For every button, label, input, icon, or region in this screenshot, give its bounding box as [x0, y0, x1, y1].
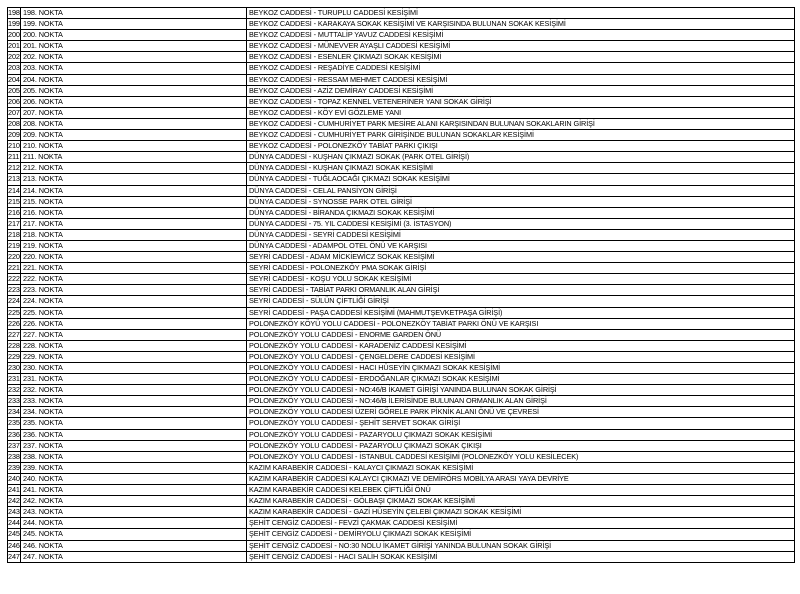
location-cell: POLONEZKÖY YOLU CADDESİ - NO:46/B İLERİSİNDE BULUNAN ORMANLIK ALAN GİRİŞİ	[247, 396, 795, 407]
row-number-cell: 229	[8, 351, 20, 361]
table-row	[8, 63, 795, 74]
row-number-cell: 209	[8, 130, 20, 140]
row-number-cell: 221	[8, 263, 20, 273]
location-cell: BEYKOZ CADDESİ - CUMHURİYET PARK MESİRE ALANI KARŞISINDAN BULUNAN SOKAKLARIN GİRİŞİ	[247, 118, 795, 129]
row-number-cell: 215	[8, 196, 20, 206]
table-row	[8, 174, 795, 185]
location-cell: KAZIM KARABEKİR CADDESİ - GÖLBAŞI ÇIKMAZI SOKAK KESİŞİMİ	[247, 496, 795, 507]
point-name-cell: 231. NOKTA	[21, 374, 247, 385]
row-number-cell: 206	[8, 96, 20, 106]
row-number-cell: 242	[8, 496, 20, 506]
location-cell: POLONEZKÖY YOLU CADDESİ - PAZARYOLU ÇIKMAZI SOKAK KESİŞİMİ	[247, 429, 795, 440]
point-name-cell: 205. NOKTA	[21, 85, 247, 96]
table-row	[8, 30, 795, 41]
point-name-cell: 239. NOKTA	[21, 462, 247, 473]
point-name-cell: 208. NOKTA	[21, 118, 247, 129]
row-number-cell: 219	[8, 240, 20, 250]
point-name-cell: 228. NOKTA	[21, 340, 247, 351]
row-number-cell: 240	[8, 473, 20, 483]
location-cell: ŞEHİT CENGİZ CADDESİ - DEMİRYOLU ÇIKMAZI SOKAK KESİŞİMİ	[247, 529, 795, 540]
location-cell: BEYKOZ CADDESİ - ESENLER ÇIKMAZI SOKAK KESİŞİMİ	[247, 52, 795, 63]
location-cell: DÜNYA CADDESİ - KUŞHAN ÇIKMAZI SOKAK (PARK OTEL GİRİŞİ)	[247, 152, 795, 163]
table-row	[8, 74, 795, 85]
row-number-cell: 216	[8, 207, 20, 217]
location-cell: BEYKOZ CADDESİ - MUTTALİP YAVUZ CADDESİ KESİŞİMİ	[247, 30, 795, 41]
table-row	[8, 340, 795, 351]
row-number-cell: 202	[8, 52, 20, 62]
point-name-cell: 234. NOKTA	[21, 407, 247, 418]
point-name-cell: 232. NOKTA	[21, 385, 247, 396]
table-row	[8, 496, 795, 507]
location-cell: BEYKOZ CADDESİ - TURUPLU CADDESİ KESİŞİMİ	[247, 8, 795, 19]
location-cell: BEYKOZ CADDESİ - MÜNEVVER AYAŞLI CADDESİ KESİŞİMİ	[247, 41, 795, 52]
location-cell: ŞEHİT CENGİZ CADDESİ - HACI SALİH SOKAK KESİŞİMİ	[247, 551, 795, 562]
table-row	[8, 163, 795, 174]
row-number-cell: 239	[8, 462, 20, 472]
row-number-cell: 241	[8, 485, 20, 495]
point-name-cell: 226. NOKTA	[21, 318, 247, 329]
location-cell: BEYKOZ CADDESİ - KÖY EVİ GÖZLEME YANI	[247, 107, 795, 118]
location-cell: ŞEHİT CENGİZ CADDESİ - NO:30 NOLU İKAMET GİRİŞİ YANINDA BULUNAN SOKAK GİRİŞİ	[247, 540, 795, 551]
table-row	[8, 218, 795, 229]
location-cell: SEYRİ CADDESİ - PAŞA CADDESİ KESİŞİMİ (MAHMUTŞEVKETPAŞA GİRİŞİ)	[247, 307, 795, 318]
location-cell: POLONEZKÖY YOLU CADDESİ - ÇENGELDERE CADDESİ KESİŞİMİ	[247, 351, 795, 362]
point-name-cell: 217. NOKTA	[21, 218, 247, 229]
location-cell: SEYRİ CADDESİ - SÜLÜN ÇİFTLİĞİ GİRİŞİ	[247, 296, 795, 307]
location-cell: SEYRİ CADDESİ - ADAM MİCKİEWİCZ SOKAK KESİŞİMİ	[247, 252, 795, 263]
checkpoint-table-body	[8, 8, 795, 563]
table-row	[8, 374, 795, 385]
row-number-cell: 212	[8, 163, 20, 173]
row-number-cell: 225	[8, 307, 20, 317]
location-cell: SEYRİ CADDESİ - POLONEZKÖY PMA SOKAK GİRİŞİ	[247, 263, 795, 274]
point-name-cell: 215. NOKTA	[21, 196, 247, 207]
row-number-cell: 226	[8, 318, 20, 328]
point-name-cell: 233. NOKTA	[21, 396, 247, 407]
location-cell: DÜNYA CADDESİ - ADAMPOL OTEL ÖNÜ VE KARŞISI	[247, 240, 795, 251]
location-cell: POLONEZKÖY YOLU CADDESİ - KARADENİZ CADDESİ KESİŞİMİ	[247, 340, 795, 351]
table-row	[8, 407, 795, 418]
row-number-cell: 213	[8, 174, 20, 184]
table-row	[8, 462, 795, 473]
row-number-cell: 205	[8, 85, 20, 95]
point-name-cell: 244. NOKTA	[21, 518, 247, 529]
point-name-cell: 216. NOKTA	[21, 207, 247, 218]
point-name-cell: 221. NOKTA	[21, 263, 247, 274]
location-cell: POLONEZKÖY YOLU CADDESİ - ERDOĞANLAR ÇIKMAZI SOKAK KESİŞİMİ	[247, 374, 795, 385]
location-cell: ŞEHİT CENGİZ CADDESİ - FEVZİ ÇAKMAK CADDESİ KESİŞİMİ	[247, 518, 795, 529]
table-row	[8, 551, 795, 562]
table-row	[8, 285, 795, 296]
table-row	[8, 96, 795, 107]
table-row	[8, 274, 795, 285]
location-cell: POLONEZKÖY YOLU CADDESİ - ENORME GARDEN ÖNÜ	[247, 329, 795, 340]
row-number-cell: 236	[8, 429, 20, 439]
table-row	[8, 518, 795, 529]
row-number-cell: 208	[8, 118, 20, 128]
row-number-cell: 203	[8, 63, 20, 73]
location-cell: POLONEZKÖY YOLU CADDESİ - İSTANBUL CADDESİ KESİŞİMİ (POLONEZKÖY YOLU KESİLECEK)	[247, 451, 795, 462]
point-name-cell: 222. NOKTA	[21, 274, 247, 285]
row-number-cell: 232	[8, 385, 20, 395]
location-cell: POLONEZKÖY YOLU CADDESİ ÜZERİ GÖRELE PARK PİKNİK ALANI ÖNÜ VE ÇEVRESİ	[247, 407, 795, 418]
table-row	[8, 429, 795, 440]
location-cell: BEYKOZ CADDESİ - TOPAZ KENNEL VETENERİNER YANI SOKAK GİRİŞİ	[247, 96, 795, 107]
table-row	[8, 196, 795, 207]
table-row	[8, 507, 795, 518]
row-number-cell: 207	[8, 107, 20, 117]
row-number-cell: 224	[8, 296, 20, 306]
point-name-cell: 202. NOKTA	[21, 52, 247, 63]
location-cell: KAZIM KARABEKİR CADDESİ - KALAYCI ÇIKMAZI SOKAK KESİŞİMİ	[247, 462, 795, 473]
point-name-cell: 200. NOKTA	[21, 30, 247, 41]
table-row	[8, 473, 795, 484]
point-name-cell: 230. NOKTA	[21, 363, 247, 374]
row-number-cell: 210	[8, 141, 20, 151]
point-name-cell: 199. NOKTA	[21, 19, 247, 30]
row-number-cell: 234	[8, 407, 20, 417]
point-name-cell: 225. NOKTA	[21, 307, 247, 318]
point-name-cell: 245. NOKTA	[21, 529, 247, 540]
table-row	[8, 440, 795, 451]
row-number-cell: 228	[8, 340, 20, 350]
table-row	[8, 85, 795, 96]
point-name-cell: 209. NOKTA	[21, 130, 247, 141]
table-row	[8, 118, 795, 129]
point-name-cell: 242. NOKTA	[21, 496, 247, 507]
row-number-cell: 243	[8, 507, 20, 517]
point-name-cell: 224. NOKTA	[21, 296, 247, 307]
point-name-cell: 219. NOKTA	[21, 240, 247, 251]
point-name-cell: 207. NOKTA	[21, 107, 247, 118]
location-cell: POLONEZKÖY YOLU CADDESİ - NO:46/B İKAMET GİRİŞİ YANINDA BULUNAN SOKAK GİRİŞİ	[247, 385, 795, 396]
table-row	[8, 351, 795, 362]
row-number-cell: 245	[8, 529, 20, 539]
point-name-cell: 203. NOKTA	[21, 63, 247, 74]
table-row	[8, 8, 795, 19]
location-cell: BEYKOZ CADDESİ - KARAKAYA SOKAK KESİŞİMİ VE KARŞISINDA BULUNAN SOKAK KESİŞİMİ	[247, 19, 795, 30]
location-cell: KAZIM KARABEKİR CADDESİ KALAYCI ÇIKMAZI VE DEMİRÖRS MOBİLYA ARASI YAYA DEVRİYE	[247, 473, 795, 484]
table-row	[8, 185, 795, 196]
table-row	[8, 263, 795, 274]
location-cell: POLONEZKÖY YOLU CADDESİ - ŞEHİT SERVET SOKAK GİRİŞİ	[247, 418, 795, 429]
table-row	[8, 52, 795, 63]
point-name-cell: 223. NOKTA	[21, 285, 247, 296]
point-name-cell: 238. NOKTA	[21, 451, 247, 462]
row-number-cell: 246	[8, 540, 20, 550]
table-row	[8, 107, 795, 118]
point-name-cell: 229. NOKTA	[21, 351, 247, 362]
table-row	[8, 540, 795, 551]
location-cell: POLONEZKÖY YOLU CADDESİ - PAZARYOLU ÇIKMAZI SOKAK ÇIKIŞI	[247, 440, 795, 451]
row-number-cell: 199	[8, 19, 20, 29]
location-cell: DÜNYA CADDESİ - BİRANDA ÇIKMAZI SOKAK KESİŞİMİ	[247, 207, 795, 218]
row-number-cell: 230	[8, 363, 20, 372]
location-cell: DÜNYA CADDESİ - SYNOSSE PARK OTEL GİRİŞİ	[247, 196, 795, 207]
location-cell: POLONEZKÖY YOLU CADDESİ - HACI HÜSEYİN ÇIKMAZI SOKAK KESİŞİMİ	[247, 363, 795, 374]
point-name-cell: 220. NOKTA	[21, 252, 247, 263]
row-number-cell: 244	[8, 518, 20, 528]
table-row	[8, 318, 795, 329]
table-row	[8, 307, 795, 318]
table-row	[8, 152, 795, 163]
location-cell: SEYRİ CADDESİ - KOŞU YOLU SOKAK KESİŞİMİ	[247, 274, 795, 285]
row-number-cell: 231	[8, 374, 20, 384]
table-row	[8, 141, 795, 152]
row-number-cell: 223	[8, 285, 20, 295]
location-cell: DÜNYA CADDESİ - KUŞHAN ÇIKMAZI SOKAK KESİŞİMİ	[247, 163, 795, 174]
location-cell: BEYKOZ CADDESİ - CUMHURİYET PARK GİRİŞİNDE BULUNAN SOKAKLAR KESİŞİMİ	[247, 130, 795, 141]
point-name-cell: 246. NOKTA	[21, 540, 247, 551]
point-name-cell: 206. NOKTA	[21, 96, 247, 107]
table-row	[8, 41, 795, 52]
row-number-cell: 220	[8, 252, 20, 262]
row-number-cell: 222	[8, 274, 20, 284]
point-name-cell: 235. NOKTA	[21, 418, 247, 429]
table-row	[8, 207, 795, 218]
location-cell: DÜNYA CADDESİ - SEYRİ CADDESİ KESİŞİMİ	[247, 229, 795, 240]
table-row	[8, 296, 795, 307]
location-cell: KAZIM KARABEKİR CADDESİ KELEBEK ÇİFTLİĞİ ÖNÜ	[247, 485, 795, 496]
row-number-cell: 218	[8, 229, 20, 239]
point-name-cell: 210. NOKTA	[21, 141, 247, 152]
point-name-cell: 247. NOKTA	[21, 551, 247, 562]
point-name-cell: 236. NOKTA	[21, 429, 247, 440]
row-number-cell: 237	[8, 440, 20, 450]
location-cell: BEYKOZ CADDESİ - RESSAM MEHMET CADDESİ KESİŞİMİ	[247, 74, 795, 85]
point-name-cell: 198. NOKTA	[21, 8, 247, 19]
table-row	[8, 396, 795, 407]
table-row	[8, 385, 795, 396]
row-number-cell: 238	[8, 451, 20, 461]
location-cell: DÜNYA CADDESİ - TUĞLAOCAĞI ÇIKMAZI SOKAK KESİŞİMİ	[247, 174, 795, 185]
table-row	[8, 130, 795, 141]
location-cell: DÜNYA CADDESİ - CELAL PANSİYON GİRİŞİ	[247, 185, 795, 196]
table-row	[8, 451, 795, 462]
point-name-cell: 227. NOKTA	[21, 329, 247, 340]
point-name-cell: 214. NOKTA	[21, 185, 247, 196]
location-cell: BEYKOZ CADDESİ - POLONEZKÖY TABİAT PARKI ÇIKIŞI	[247, 141, 795, 152]
table-row	[8, 418, 795, 429]
row-number-cell: 233	[8, 396, 20, 406]
table-row	[8, 485, 795, 496]
point-name-cell: 243. NOKTA	[21, 507, 247, 518]
location-cell: BEYKOZ CADDESİ - AZİZ DEMİRAY CADDESİ KESİŞİMİ	[247, 85, 795, 96]
location-cell: DÜNYA CADDESİ - 75. YIL CADDESİ KESİŞİMİ (3. İSTASYON)	[247, 218, 795, 229]
point-name-cell: 240. NOKTA	[21, 473, 247, 484]
location-cell: BEYKOZ CADDESİ - REŞADİYE CADDESİ KESİŞİMİ	[247, 63, 795, 74]
point-name-cell: 201. NOKTA	[21, 41, 247, 52]
point-name-cell: 211. NOKTA	[21, 152, 247, 163]
checkpoint-table	[7, 7, 795, 563]
point-name-cell: 237. NOKTA	[21, 440, 247, 451]
table-row	[8, 240, 795, 251]
row-number-cell: 211	[8, 152, 20, 162]
table-row	[8, 19, 795, 30]
row-number-cell: 201	[8, 41, 20, 51]
row-number-cell: 235	[8, 418, 20, 428]
table-row	[8, 529, 795, 540]
row-number-cell: 214	[8, 185, 20, 195]
table-row	[8, 252, 795, 263]
row-number-cell: 204	[8, 74, 20, 84]
row-number-cell: 227	[8, 329, 20, 339]
row-number-cell: 200	[8, 30, 20, 40]
point-name-cell: 213. NOKTA	[21, 174, 247, 185]
row-number-cell: 247	[8, 551, 20, 561]
table-row	[8, 363, 795, 374]
location-cell: SEYRİ CADDESİ - TABİAT PARKI ORMANLIK ALAN GİRİŞİ	[247, 285, 795, 296]
table-row	[8, 329, 795, 340]
point-name-cell: 218. NOKTA	[21, 229, 247, 240]
table-row	[8, 229, 795, 240]
location-cell: POLONEZKÖY KÖYÜ YOLU CADDESİ - POLONEZKÖY TABİAT PARKI ÖNÜ VE KARŞISI	[247, 318, 795, 329]
location-cell: KAZIM KARABEKİR CADDESİ - GAZİ HÜSEYİN ÇELEBİ ÇIKMAZI SOKAK KESİŞİMİ	[247, 507, 795, 518]
point-name-cell: 204. NOKTA	[21, 74, 247, 85]
point-name-cell: 241. NOKTA	[21, 485, 247, 496]
point-name-cell: 212. NOKTA	[21, 163, 247, 174]
row-number-cell: 217	[8, 218, 20, 228]
row-number-cell: 198	[8, 8, 20, 17]
